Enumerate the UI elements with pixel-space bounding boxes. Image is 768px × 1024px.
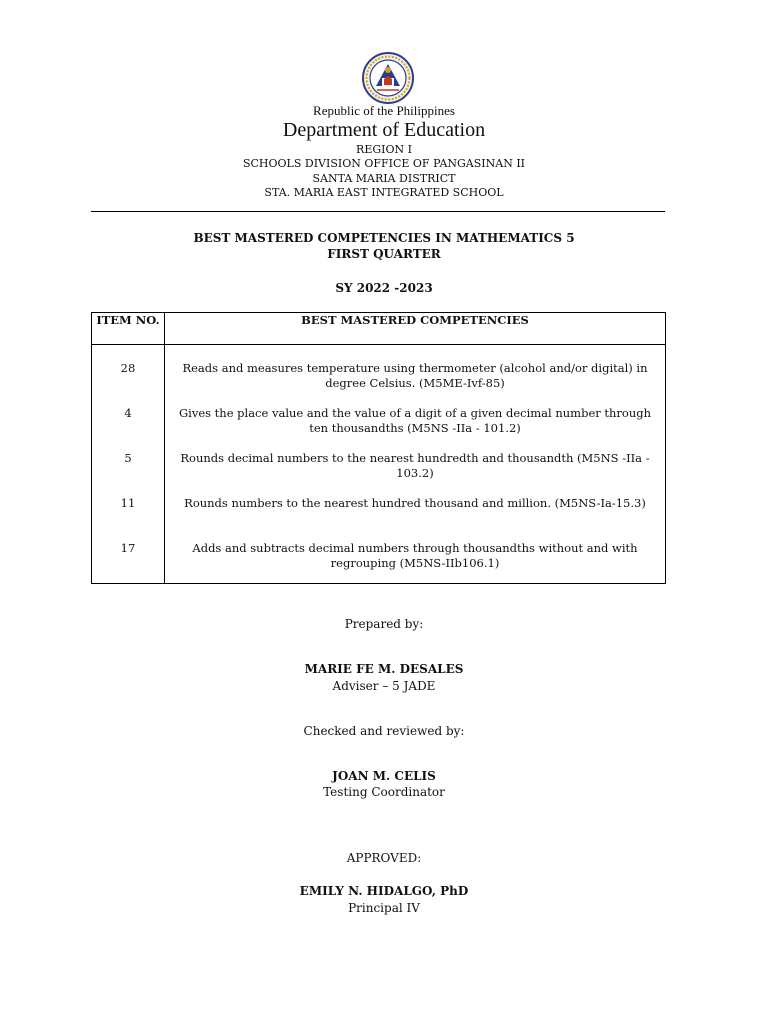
approved-by-title: Principal IV — [348, 901, 420, 915]
competencies-table — [91, 312, 666, 584]
table-body-row — [92, 345, 666, 584]
item-number: 5 — [124, 451, 132, 465]
header-divider — [91, 211, 665, 212]
column-header-competencies: BEST MASTERED COMPETENCIES — [165, 313, 666, 345]
competency-column — [165, 345, 666, 584]
division-line: SCHOOLS DIVISION OFFICE OF PANGASINAN II — [242, 157, 526, 170]
competency-text: Reads and measures temperature using thermometer (alcohol and/or digital) in degree Celsius. (M5ME-Ivf-85) — [182, 361, 648, 390]
item-number: 11 — [120, 496, 136, 510]
deped-seal-logo — [353, 52, 423, 104]
prepared-by-title: Adviser – 5 JADE — [332, 679, 436, 693]
prepared-by-name: MARIE FE M. DESALES — [304, 662, 464, 676]
competency-text: Rounds numbers to the nearest hundred thousand and million. (M5NS-Ia-15.3) — [184, 496, 646, 510]
checked-by-label: Checked and reviewed by: — [303, 724, 465, 738]
item-number: 17 — [120, 541, 136, 555]
department-name: Department of Education — [282, 119, 486, 141]
school-year: SY 2022 -2023 — [335, 281, 433, 295]
column-header-item-no: ITEM NO. — [92, 313, 165, 345]
document-title: BEST MASTERED COMPETENCIES IN MATHEMATICS 5 — [193, 231, 575, 245]
item-number-column — [92, 345, 165, 584]
school-line: STA. MARIA EAST INTEGRATED SCHOOL — [264, 186, 504, 199]
checked-by-title: Testing Coordinator — [323, 785, 445, 799]
competency-text: Adds and subtracts decimal numbers through thousandths without and with regrouping (M5NS-IIb106.1) — [192, 541, 638, 570]
checked-by-name: JOAN M. CELIS — [332, 769, 436, 783]
competency-text: Gives the place value and the value of a digit of a given decimal number through ten thousandths (M5NS -IIa - 101.2) — [178, 406, 652, 435]
quarter-title: FIRST QUARTER — [327, 247, 441, 261]
item-number: 28 — [120, 361, 136, 375]
approved-by-name: EMILY N. HIDALGO, PhD — [299, 884, 469, 898]
approved-label: APPROVED: — [346, 851, 422, 865]
district-line: SANTA MARIA DISTRICT — [312, 172, 456, 185]
table-header-row — [92, 313, 666, 345]
republic-line: Republic of the Philippines — [313, 103, 455, 118]
competency-text: Rounds decimal numbers to the nearest hundredth and thousandth (M5NS -IIa - 103.2) — [180, 451, 650, 480]
prepared-by-label: Prepared by: — [344, 617, 424, 631]
item-number: 4 — [124, 406, 132, 420]
region-line: REGION I — [356, 143, 412, 156]
